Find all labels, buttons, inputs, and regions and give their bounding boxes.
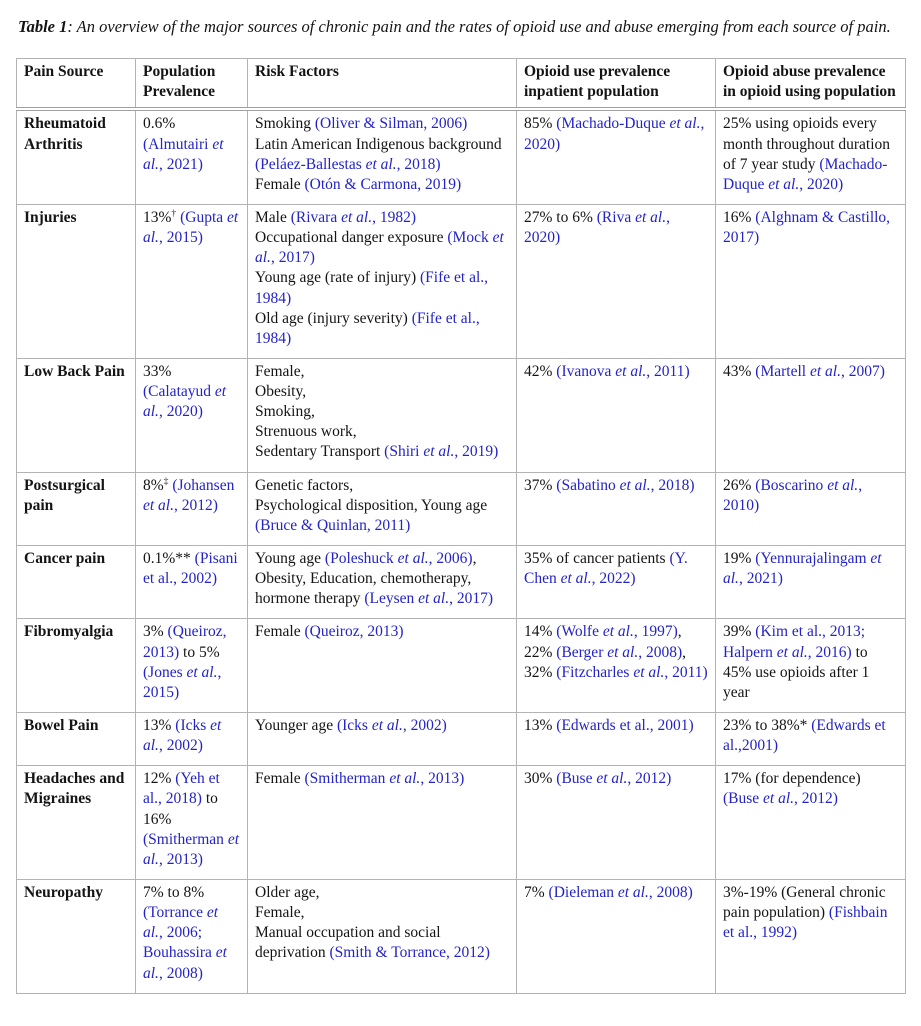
citation-link[interactable]: (Fishbain et al., 1992) — [723, 904, 888, 942]
opioid-abuse-cell — [716, 619, 906, 713]
citation-link[interactable]: (Queiroz, 2013) — [143, 623, 227, 661]
cell-text: 16% — [723, 208, 756, 226]
citation-link[interactable]: , 2015) — [143, 663, 222, 701]
population-prevalence-cell — [136, 109, 248, 204]
citation-link[interactable]: (Riva — [596, 208, 636, 226]
cell-text: 19% — [723, 550, 756, 568]
citation-link[interactable]: (Gupta — [180, 208, 228, 226]
footnote-marker: ‡ — [163, 475, 169, 487]
citation-link[interactable]: , 2021) — [158, 155, 203, 173]
table-row — [17, 713, 906, 766]
citation-link[interactable]: et al. — [143, 717, 222, 755]
cell-text: 13% — [524, 717, 557, 735]
citation-link[interactable]: , 2020) — [524, 115, 705, 153]
risk-factors-cell — [248, 472, 517, 545]
citation-link[interactable]: (Almutairi — [143, 135, 213, 153]
citation-link[interactable]: (Poleshuck — [324, 550, 398, 568]
cell-text: Strenuous work, — [255, 423, 357, 441]
opioid-abuse-cell — [716, 358, 906, 472]
cell-text: Smoking, — [255, 403, 315, 421]
opioid-abuse-cell — [716, 880, 906, 994]
cell-text: Female, — [255, 904, 305, 922]
citation-link[interactable]: (Shiri — [384, 443, 424, 461]
citation-link[interactable]: (Jones — [143, 663, 187, 681]
citation-link[interactable]: , 2010) — [723, 476, 863, 514]
col-header-risk-factors: Risk Factors — [248, 59, 517, 110]
citation-link[interactable]: (Rivara — [290, 208, 342, 226]
cell-text: , Obesity, Education, chemotherapy, hormone therapy — [255, 550, 477, 608]
citation-link[interactable]: (Johansen — [172, 476, 235, 494]
cell-text: Female, — [255, 362, 305, 380]
citation-link[interactable]: et al. — [143, 135, 224, 173]
citation-link[interactable]: , 2020) — [799, 175, 844, 193]
cell-text: Obesity, — [255, 383, 307, 401]
pain-source-cell: Low Back Pain — [17, 358, 136, 472]
citation-link[interactable]: (Machado-Duque — [556, 115, 670, 133]
citation-link[interactable]: (Yennurajalingam — [755, 550, 871, 568]
citation-link[interactable]: , 2008) — [638, 643, 683, 661]
citation-link[interactable]: , 2013) — [420, 770, 465, 788]
table-caption — [18, 15, 903, 38]
citation-link[interactable]: (Machado-Duque — [723, 155, 888, 193]
citation-link[interactable]: (Smitherman — [304, 770, 390, 788]
footnote-marker: † — [171, 207, 177, 219]
opioid-use-cell — [517, 204, 716, 358]
citation-link[interactable]: , 2007) — [840, 362, 885, 380]
citation-link[interactable]: et al. — [607, 643, 639, 661]
citation-link[interactable]: (Fife et al., 1984) — [255, 269, 489, 307]
col-header-opioid-abuse-prevalence: Opioid abuse prevalence in opioid using population — [716, 59, 906, 110]
citation-link[interactable]: , 2011) — [646, 362, 690, 380]
cell-text: Genetic factors, — [255, 476, 354, 494]
citation-link[interactable]: (Queiroz, 2013) — [304, 623, 404, 641]
table-body — [17, 109, 906, 993]
cell-text: 13% — [143, 717, 176, 735]
cell-text: to 16% — [143, 790, 218, 828]
opioid-abuse-cell — [716, 546, 906, 619]
risk-factors-cell — [248, 766, 517, 880]
citation-link[interactable]: (Peláez-Ballestas — [255, 155, 366, 173]
citation-link[interactable]: et al. — [560, 570, 592, 588]
citation-link[interactable]: (Fitzcharles — [556, 663, 634, 681]
citation-link[interactable]: (Icks — [175, 717, 211, 735]
table-row — [17, 766, 906, 880]
citation-link[interactable]: , 2020) — [158, 403, 203, 421]
citation-link[interactable]: et al. — [143, 208, 239, 247]
cell-text: 39% — [723, 623, 756, 641]
table-row — [17, 546, 906, 619]
population-prevalence-cell — [136, 204, 248, 358]
cell-text: 0.1%** — [143, 550, 195, 568]
cell-text: Occupational danger exposure — [255, 229, 448, 247]
col-header-pain-source: Pain Source — [17, 59, 136, 110]
citation-link[interactable]: et al. — [143, 496, 174, 514]
risk-factors-cell — [248, 619, 517, 713]
cell-text: 27% to 6% — [524, 208, 597, 226]
opioid-abuse-cell — [716, 109, 906, 204]
pain-source-cell: Rheumatoid Arthritis — [17, 109, 136, 204]
citation-link[interactable]: , 2017) — [270, 249, 315, 267]
col-header-population-prevalence: Population Prevalence — [136, 59, 248, 110]
cell-text: 13% — [143, 208, 172, 226]
citation-link[interactable]: (Ivanova — [556, 362, 616, 380]
citation-link[interactable]: et al. — [669, 115, 701, 133]
citation-link[interactable]: , 2015) — [158, 229, 203, 247]
risk-factors-cell — [248, 880, 517, 994]
cell-text: Female — [255, 623, 305, 641]
cell-text: , 32% — [524, 643, 687, 681]
pain-source-cell: Bowel Pain — [17, 713, 136, 766]
citation-link[interactable]: , 2006; Bouhassira — [143, 924, 216, 962]
cell-text: 7% to 8% — [143, 884, 205, 902]
cell-text: Young age (rate of injury) — [255, 269, 421, 287]
citation-link[interactable]: (Boscarino — [755, 476, 828, 494]
citation-link[interactable]: et al. — [186, 663, 218, 681]
cell-text: 85% — [524, 115, 557, 133]
cell-text: Male — [255, 208, 291, 226]
citation-link[interactable]: (Icks — [336, 717, 372, 735]
citation-link[interactable]: (Buse — [723, 790, 764, 808]
citation-link[interactable]: et al. — [596, 770, 628, 788]
cell-text: 33% — [143, 362, 172, 380]
cell-text: 25% using opioids every month throughout duration of 7 year study — [723, 115, 891, 173]
table-row — [17, 880, 906, 994]
opioid-use-cell — [517, 472, 716, 545]
citation-link[interactable]: , 2017) — [449, 590, 494, 608]
table-caption-label: Table 1 — [18, 17, 68, 36]
citation-link[interactable]: (Oliver & Silman, 2006) — [314, 115, 468, 133]
pain-source-cell: Neuropathy — [17, 880, 136, 994]
cell-text: to 5% — [179, 643, 220, 661]
citation-link[interactable]: et al. — [255, 229, 504, 267]
risk-factors-cell — [248, 204, 517, 358]
cell-text: 0.6% — [143, 115, 176, 133]
opioid-abuse-cell — [716, 713, 906, 766]
citation-link[interactable]: et al. — [143, 904, 219, 942]
opioid-use-cell — [517, 713, 716, 766]
citation-link[interactable]: et al. — [635, 208, 667, 226]
risk-factors-cell — [248, 358, 517, 472]
citation-link[interactable]: , 2019) — [454, 443, 499, 461]
citation-link[interactable]: (Smitherman — [143, 830, 228, 848]
population-prevalence-cell — [136, 880, 248, 994]
cell-text: 17% (for dependence) — [723, 770, 861, 788]
population-prevalence-cell — [136, 358, 248, 472]
cell-text: 7% — [524, 884, 549, 902]
citation-link[interactable]: (Mock — [447, 229, 493, 247]
pain-source-cell: Injuries — [17, 204, 136, 358]
citation-link[interactable]: , 2008) — [648, 884, 693, 902]
citation-link[interactable]: et al. — [397, 550, 429, 568]
citation-link[interactable]: , 1982) — [372, 208, 417, 226]
citation-link[interactable]: (Buse — [556, 770, 597, 788]
citation-link[interactable]: et al. — [365, 155, 397, 173]
cell-text: Female — [255, 175, 305, 193]
pain-source-cell: Fibromyalgia — [17, 619, 136, 713]
citation-link[interactable]: (Sabatino — [556, 476, 620, 494]
cell-text: 42% — [524, 362, 557, 380]
citation-link[interactable]: (Fife et al., 1984) — [255, 309, 480, 347]
citation-link[interactable]: (Y. Chen — [524, 550, 688, 588]
cell-text: Sedentary Transport — [255, 443, 385, 461]
citation-link[interactable]: (Smith & Torrance, 2012) — [329, 944, 490, 962]
cell-text: 8% — [143, 476, 164, 494]
table-row — [17, 109, 906, 204]
citation-link[interactable]: , 2008) — [158, 964, 203, 982]
citation-link[interactable]: , 2012) — [174, 496, 218, 514]
cell-text: 3%-19% (General chronic pain population) — [723, 884, 886, 922]
opioid-abuse-cell — [716, 766, 906, 880]
risk-factors-cell — [248, 713, 517, 766]
citation-link[interactable]: (Dieleman — [548, 884, 618, 902]
risk-factors-cell — [248, 109, 517, 204]
pain-source-cell: Headaches and Migraines — [17, 766, 136, 880]
cell-text: 12% — [143, 770, 176, 788]
cell-text: 23% to 38%* — [723, 717, 812, 735]
citation-link[interactable]: (Pisani et al., 2002) — [143, 550, 238, 588]
citation-link[interactable]: , 2021) — [738, 570, 783, 588]
citation-link[interactable]: , 1997) — [633, 623, 678, 641]
cell-text: 26% — [723, 476, 756, 494]
cell-text: Psychological disposition, Young age — [255, 496, 488, 514]
citation-link[interactable]: et al. — [418, 590, 450, 608]
citation-link[interactable]: (Kim et al., 2013; Halpern — [723, 623, 866, 661]
cell-text: Older age, — [255, 884, 320, 902]
opioid-use-cell — [517, 880, 716, 994]
opioid-use-cell — [517, 546, 716, 619]
citation-link[interactable]: (Yeh et al., 2018) — [143, 770, 220, 808]
cell-text: Manual occupation and social deprivation — [255, 924, 441, 962]
citation-link[interactable]: , 2006) — [428, 550, 473, 568]
citation-link[interactable]: , 2018) — [650, 476, 695, 494]
citation-link[interactable]: et al. — [341, 208, 373, 226]
table-row — [17, 619, 906, 713]
citation-link[interactable]: et al. — [723, 550, 882, 588]
citation-link[interactable]: (Torrance — [143, 904, 207, 922]
header-row — [17, 59, 906, 110]
citation-link[interactable]: , 2002) — [158, 737, 203, 755]
citation-link[interactable]: et al. — [602, 623, 634, 641]
citation-link[interactable]: (Martell — [755, 362, 810, 380]
citation-link[interactable]: (Leysen — [364, 590, 419, 608]
opioid-abuse-cell — [716, 204, 906, 358]
cell-text: 30% — [524, 770, 557, 788]
population-prevalence-cell — [136, 546, 248, 619]
citation-link[interactable]: , 2022) — [591, 570, 636, 588]
citation-link[interactable]: (Otón & Carmona, 2019) — [304, 175, 462, 193]
citation-link[interactable]: et al. — [827, 476, 859, 494]
opioid-use-cell — [517, 109, 716, 204]
citation-link[interactable]: et al. — [768, 175, 800, 193]
table-row — [17, 472, 906, 545]
opioid-abuse-cell — [716, 472, 906, 545]
cell-text: Old age (injury severity) — [255, 309, 412, 327]
citation-link[interactable]: et al. — [615, 362, 647, 380]
opioid-use-cell — [517, 766, 716, 880]
citation-link[interactable]: et al. — [619, 476, 651, 494]
pain-source-cell: Cancer pain — [17, 546, 136, 619]
citation-link[interactable]: et al. — [423, 443, 455, 461]
cell-text: 37% — [524, 476, 557, 494]
citation-link[interactable]: et al. — [633, 663, 665, 681]
table-row — [17, 204, 906, 358]
population-prevalence-cell — [136, 619, 248, 713]
citation-link[interactable]: (Bruce & Quinlan, 2011) — [255, 516, 411, 534]
citation-link[interactable]: (Edwards et al.,2001) — [723, 717, 886, 755]
citation-link[interactable]: (Wolfe — [556, 623, 603, 641]
citation-link[interactable]: et al. — [809, 362, 841, 380]
population-prevalence-cell — [136, 713, 248, 766]
cell-text: Female — [255, 770, 305, 788]
cell-text: Smoking — [255, 115, 315, 133]
citation-link[interactable]: et al. — [143, 383, 227, 421]
citation-link[interactable]: , 2018) — [396, 155, 441, 173]
cell-text: Young age — [255, 550, 325, 568]
cell-text: Younger age — [255, 717, 337, 735]
pain-sources-table — [16, 58, 906, 994]
citation-link[interactable]: , 2011) — [664, 663, 708, 681]
risk-factors-cell — [248, 546, 517, 619]
citation-link[interactable]: et al. — [371, 717, 403, 735]
cell-text: , 22% — [524, 623, 682, 661]
citation-link[interactable]: et al. — [763, 790, 795, 808]
citation-link[interactable]: (Alghnam & Castillo, 2017) — [723, 208, 891, 247]
population-prevalence-cell — [136, 766, 248, 880]
col-header-opioid-use-prevalence: Opioid use prevalence inpatient population — [517, 59, 716, 110]
pain-source-cell: Postsurgical pain — [17, 472, 136, 545]
opioid-use-cell — [517, 619, 716, 713]
citation-link[interactable]: et al. — [389, 770, 421, 788]
citation-link[interactable]: , 2012) — [794, 790, 838, 808]
citation-link[interactable]: et al. — [143, 830, 239, 868]
cell-text: 35% of cancer patients — [524, 550, 670, 568]
citation-link[interactable]: (Berger — [556, 643, 608, 661]
citation-link[interactable]: , 2013) — [158, 850, 203, 868]
citation-link[interactable]: , 2020) — [524, 208, 670, 247]
citation-link[interactable]: (Calatayud — [143, 383, 215, 401]
table-caption-text: : An overview of the major sources of chronic pain and the rates of opioid use and abuse emerging from each source of pain. — [67, 17, 891, 36]
cell-text: 14% — [524, 623, 557, 641]
citation-link[interactable]: , 2012) — [627, 770, 672, 788]
cell-text: Latin American Indigenous background — [255, 135, 502, 153]
citation-link[interactable]: et al. — [776, 643, 808, 661]
cell-text: 3% — [143, 623, 168, 641]
cell-text: to 45% use opioids after 1 year — [723, 643, 870, 701]
citation-link[interactable]: , 2016) — [807, 643, 852, 661]
opioid-use-cell — [517, 358, 716, 472]
population-prevalence-cell — [136, 472, 248, 545]
citation-link[interactable]: , 2002) — [402, 717, 447, 735]
citation-link[interactable]: et al. — [143, 944, 227, 982]
table-row — [17, 358, 906, 472]
cell-text: 43% — [723, 362, 756, 380]
citation-link[interactable]: (Edwards et al., 2001) — [556, 717, 694, 735]
citation-link[interactable]: et al. — [617, 884, 649, 902]
